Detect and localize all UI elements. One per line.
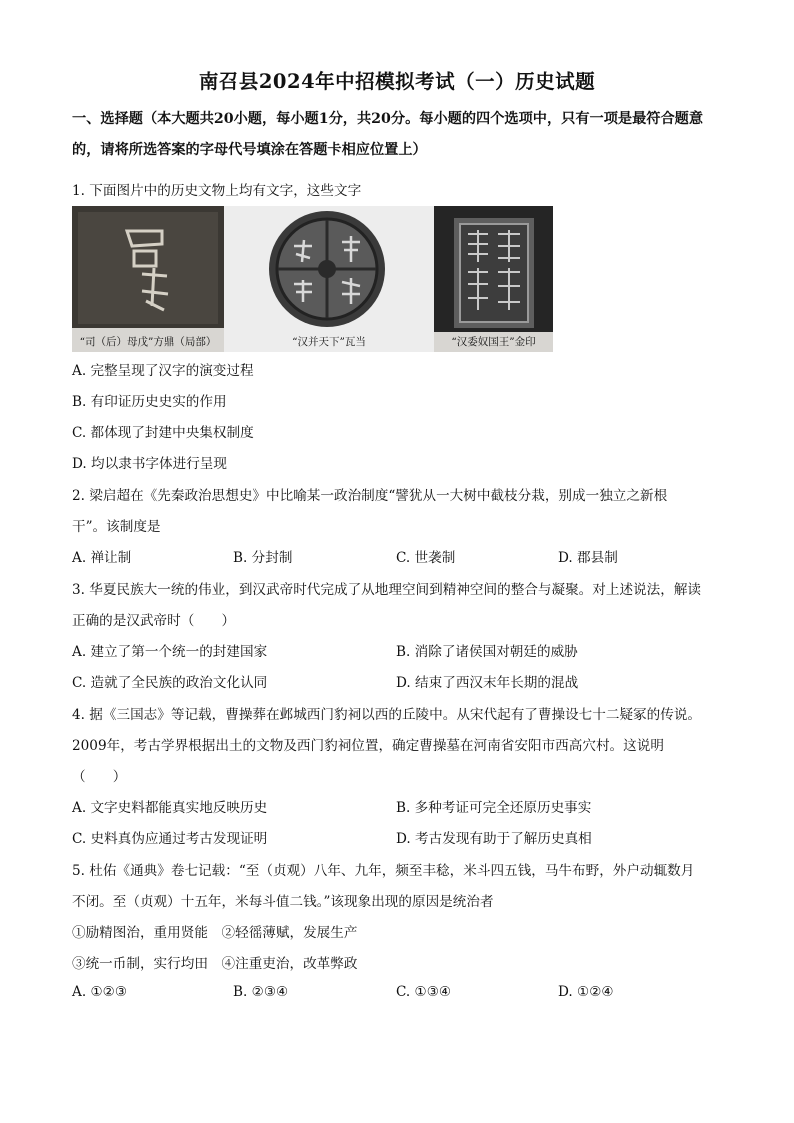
q5-option-b: B. ②③④ bbox=[233, 984, 289, 1000]
q2-stem-line2: 干”。该制度是 bbox=[72, 519, 161, 535]
q4-stem-line3: （ ） bbox=[72, 769, 127, 785]
q3-option-d: D. 结束了西汉末年长期的混战 bbox=[396, 675, 579, 691]
q4-stem-line1: 4. 据《三国志》等记载，曹操葬在邺城西门豹祠以西的丘陵中。从宋代起有了曹操设七十二疑冢的传说。 bbox=[72, 707, 702, 723]
q4-option-c: C. 史料真伪应通过考古发现证明 bbox=[72, 831, 268, 847]
q5-option-a: A. ①②③ bbox=[72, 984, 128, 1000]
q5-items-line2: ③统一币制，实行均田 ④注重吏治，改革弊政 bbox=[72, 956, 358, 972]
page-title: 南召县2024年中招模拟考试（一）历史试题 bbox=[198, 70, 596, 93]
caption-ding: “司（后）母戊”方鼎（局部） bbox=[79, 336, 217, 348]
q5-stem-line1: 5. 杜佑《通典》卷七记载：“至（贞观）八年、九年，频至丰稔，米斗四五钱，马牛布野，外户动辄数月 bbox=[72, 863, 695, 879]
q5-stem-line2: 不闭。至（贞观）十五年，米每斗值二钱。”该现象出现的原因是统治者 bbox=[72, 894, 494, 910]
q5-option-c: C. ①③④ bbox=[396, 984, 452, 1000]
q3-stem-line2: 正确的是汉武帝时（ ） bbox=[72, 613, 236, 629]
q3-option-b: B. 消除了诸侯国对朝廷的威胁 bbox=[396, 644, 578, 660]
caption-wadang: “汉并天下”瓦当 bbox=[292, 336, 366, 348]
q4-option-d: D. 考古发现有助于了解历史真相 bbox=[396, 831, 592, 847]
q2-option-a: A. 禅让制 bbox=[72, 550, 132, 566]
q3-option-a: A. 建立了第一个统一的封建国家 bbox=[72, 644, 268, 660]
q3-option-c: C. 造就了全民族的政治文化认同 bbox=[72, 675, 268, 691]
q2-stem-line1: 2. 梁启超在《先秦政治思想史》中比喻某一政治制度“譬犹从一大树中截枝分栽，别成一独立之新根 bbox=[72, 488, 668, 504]
q3-stem-line1: 3. 华夏民族大一统的伟业，到汉武帝时代完成了从地理空间到精神空间的整合与凝聚。对上述说法，解读 bbox=[72, 582, 702, 598]
q2-option-c: C. 世袭制 bbox=[396, 550, 456, 566]
q2-option-d: D. 郡县制 bbox=[558, 550, 618, 566]
q1-option-d: D. 均以隶书字体进行呈现 bbox=[72, 456, 227, 472]
caption-seal: “汉委奴国王”金印 bbox=[451, 336, 536, 348]
wadang-image bbox=[224, 206, 434, 352]
q4-stem-line2: 2009年，考古学界根据出土的文物及西门豹祠位置，确定曹操墓在河南省安阳市西高穴村。这说明 bbox=[72, 738, 664, 754]
q2-option-b: B. 分封制 bbox=[233, 550, 293, 566]
ding-inscription-image bbox=[72, 206, 224, 352]
q5-items-line1: ①励精图治，重用贤能 ②轻徭薄赋，发展生产 bbox=[72, 925, 358, 941]
q4-option-b: B. 多种考证可完全还原历史事实 bbox=[396, 800, 592, 816]
q5-option-d: D. ①②④ bbox=[558, 984, 614, 1000]
section-instructions: 一、选择题（本大题共20小题，每小题1分，共20分。每小题的四个选项中，只有一项是最符合题意的，请将所选答案的字母代号填涂在答题卡相应位置上） bbox=[72, 111, 704, 158]
q1-relics-figure bbox=[72, 206, 553, 352]
q1-option-c: C. 都体现了封建中央集权制度 bbox=[72, 425, 254, 441]
q4-option-a: A. 文字史料都能真实地反映历史 bbox=[72, 800, 268, 816]
gold-seal-image bbox=[434, 206, 553, 352]
q1-option-a: A. 完整呈现了汉字的演变过程 bbox=[72, 363, 254, 379]
q1-stem: 1. 下面图片中的历史文物上均有文字，这些文字 bbox=[72, 183, 362, 199]
q1-option-b: B. 有印证历史史实的作用 bbox=[72, 394, 227, 410]
